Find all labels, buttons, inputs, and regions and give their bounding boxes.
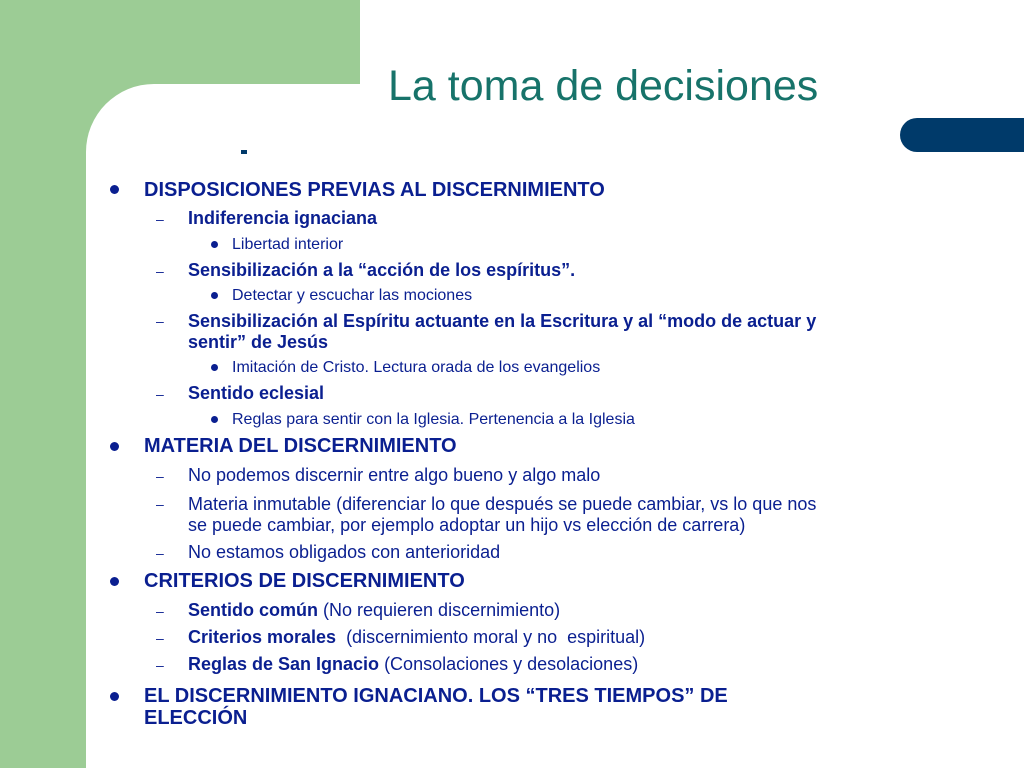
dash-icon: –: [156, 545, 164, 561]
item-sentido-comun: [188, 600, 560, 621]
item-criterios-morales-rest: (discernimiento moral y no espiritual): [336, 627, 646, 647]
item-criterios-morales: [188, 627, 645, 648]
level3-bullet-icon: [211, 241, 218, 248]
subitem-mociones: Detectar y escuchar las mociones: [232, 287, 473, 304]
level1-bullet-icon: [110, 442, 119, 451]
item-sentido-comun-bold: Sentido común: [188, 600, 318, 620]
subitem-reglas-iglesia: Reglas para sentir con la Iglesia. Pertenencia a la Iglesia: [232, 411, 635, 428]
level3-bullet-icon: [211, 292, 218, 299]
item-sensibilizacion-escritura-line2: sentir” de Jesús: [188, 332, 329, 352]
item-criterios-morales-bold: Criterios morales: [188, 627, 337, 647]
subitem-imitacion: Imitación de Cristo. Lectura orada de los evangelios: [232, 359, 601, 376]
item-sentido-eclesial: Sentido eclesial: [188, 383, 325, 403]
subitem-libertad: Libertad interior: [232, 236, 344, 253]
item-reglas-san-ignacio-bold: Reglas de San Ignacio: [188, 654, 380, 674]
level1-bullet-icon: [110, 577, 119, 586]
dash-icon: –: [156, 496, 164, 512]
section-heading-materia: MATERIA DEL DISCERNIMIENTO: [144, 435, 457, 457]
dash-icon: –: [156, 211, 164, 227]
item-reglas-san-ignacio-rest: (Consolaciones y desolaciones): [379, 654, 639, 674]
slide-title: La toma de decisiones: [388, 62, 819, 110]
level3-bullet-icon: [211, 416, 218, 423]
item-sentido-comun-rest: (No requieren discernimiento): [318, 600, 561, 620]
item-no-obligados: No estamos obligados con anterioridad: [188, 542, 501, 562]
dash-icon: –: [156, 630, 164, 646]
item-materia-inmutable-line1: Materia inmutable (diferenciar lo que después se puede cambiar, vs lo que nos: [188, 494, 817, 514]
level1-bullet-icon: [110, 185, 119, 194]
section-heading-criterios: CRITERIOS DE DISCERNIMIENTO: [144, 570, 465, 592]
section-heading-disposiciones: DISPOSICIONES PREVIAS AL DISCERNIMIENTO: [144, 179, 605, 201]
section-heading-tres-tiempos-line2: ELECCIÓN: [144, 707, 248, 729]
dash-icon: –: [156, 603, 164, 619]
dash-icon: –: [156, 468, 164, 484]
dash-icon: –: [156, 263, 164, 279]
item-no-podemos: No podemos discernir entre algo bueno y algo malo: [188, 465, 601, 485]
item-materia-inmutable-line2: se puede cambiar, por ejemplo adoptar un hijo vs elección de carrera): [188, 515, 746, 535]
dash-icon: –: [156, 657, 164, 673]
level3-bullet-icon: [211, 364, 218, 371]
section-heading-tres-tiempos-line1: EL DISCERNIMIENTO IGNACIANO. LOS “TRES TIEMPOS” DE: [144, 685, 728, 707]
item-reglas-san-ignacio: [188, 654, 638, 675]
dash-icon: –: [156, 313, 164, 329]
dash-icon: –: [156, 386, 164, 402]
item-sensibilizacion-espiritus: Sensibilización a la “acción de los espíritus”.: [188, 260, 576, 280]
item-indiferencia: Indiferencia ignaciana: [188, 208, 378, 228]
item-sensibilizacion-escritura-line1: Sensibilización al Espíritu actuante en la Escritura y al “modo de actuar y: [188, 311, 817, 331]
level1-bullet-icon: [110, 692, 119, 701]
